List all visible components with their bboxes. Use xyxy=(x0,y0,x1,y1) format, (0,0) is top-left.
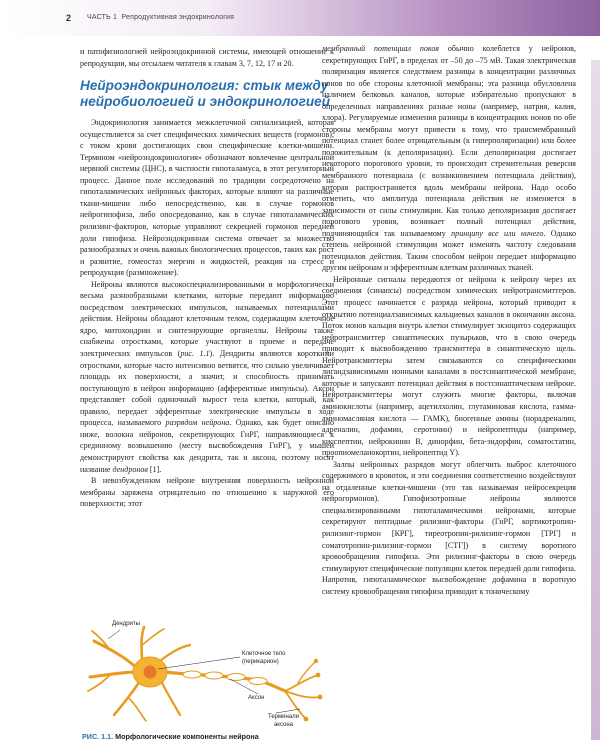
left-column xyxy=(80,46,334,510)
page-header xyxy=(0,0,600,36)
leader-line xyxy=(158,657,240,669)
part-label: ЧАСТЬ 1 xyxy=(87,14,118,21)
dendrite xyxy=(94,641,138,669)
paragraph: мембранный потенциал покоя обычно колеблется у нейронов, секретирующих ГнРГ, в пределах от –50 до –75 мВ. Такая электрическая поляризация является следствием разницы в концентрации различных ионов по обе стороны клеточной мембраны; эта разница обусловлена наличием белковых каналов, которые избирательно пропускают в определенных направлениях разные ионы (например, натрия, калия, хлора). Регулируемые изменения разницы в концентрациях ионов по обе стороны мембраны могут привести к тому, что трансмембранный потенциал станет более отрицательным (к гиперполяризации) или более положительным (к деполяризации). Если деполяризация достигает некоторого порогового уровня, то происходит стремительная реверсия мембранного потенциала (с возникновением потенциала действия), которая распространяется вдоль мембраны нейрона. Надо особо отметить, что амплитуда потенциала действия не изменяется в зависимости от силы стимуляции. Как только деполяризация достигает порогового уровня, возникает полный потенциал действия, подчиняющийся так называемому принципу все или ничего. Однако степень нейронной стимуляции может изменять частоту следования потенциалов действия. Таким способом нейрон передает информацию другим нейронам и эфферентным клеткам различных тканей. xyxy=(322,44,576,273)
paragraph: Нейронные сигналы передаются от нейрона к нейрону через их соединения (синапсы) посредством химических нейротрансмиттеров. Этот процесс начинается с разряда нейрона, который приводит к открытию потенциалзависимых кальциевых каналов в окончании аксона. Поток ионов кальция внутрь клетки стимулирует экзоцитоз содержащих нейротрансмиттер синаптических пузырьков, что в свою очередь приводит к высвобождению трансмиттера в синаптическую щель. Нейротрансмиттеры затем связываются со специфическими лигандзависимыми ионными каналами в постсинаптической мембране, которые и запускают потенциал действия в постсинаптическом нейроне. Нейротрансмиттеры могут служить многие факторы, включая аминокислоты (например, ацетилхолин, глутаминовая кислота, гамма-аминомасляная кислота — ГАМК), биогенные амины (норадреналин, адреналин, дофамин, серотонин) и нейропептиды (например, кисспептин, нейрокинин B, динорфин, бета-эндорфин, соматостатин, проопиомеланокортин, нейропептид Y). xyxy=(322,274,576,458)
dendrite xyxy=(142,629,164,645)
myelin-sheath xyxy=(227,674,245,681)
dendrite xyxy=(160,679,180,715)
paragraph: Залпы нейронных разрядов могут облегчить выброс клеточного содержимого в кровоток, и эти соединения соответственно воздействуют на отдаленные клетки-мишени (это так называемая нейросекреция нейрогормонов). Гипофизотропные нейроны являются специализированными гипоталамическими нейронами, которые секретируют пептидные рилизинг-факторы (ГнРГ, кортикотропин-рилизинг-гормон [КРГ], тиреотропин-рилизинг-гормон [ТРГ] и соматотропин-рилизинг-гормон [СТГ]) в систему воротного кровообращения гипофиза. Эти рилизинг-факторы в свою очередь стимулируют специфические популяции клеток передней доли гипофиза. Напротив, гипоталамическое высвобождение дофамина в воротную систему кровообращения гипофиза приводит к тоническому xyxy=(322,459,576,596)
label-axon-terminals: Терминали аксона xyxy=(268,714,299,728)
axon-bouton xyxy=(316,673,321,678)
figure-caption xyxy=(82,732,259,741)
term: дендронов xyxy=(112,464,148,474)
label-axon: Аксон xyxy=(248,695,265,701)
section-heading: Нейроэндокринология: стык между нейробиологией и эндокринологией xyxy=(80,78,330,110)
running-head xyxy=(87,14,234,21)
figure-reference[interactable]: рис. 1.1 xyxy=(180,349,210,359)
axon-bouton xyxy=(314,659,318,663)
part-title: Репродуктивная эндокринология xyxy=(121,14,235,21)
dendrite xyxy=(114,681,140,715)
neuron-illustration xyxy=(80,617,334,727)
caption-figure-number: РИС. 1.1. xyxy=(82,732,114,741)
myelin-sheath xyxy=(205,672,223,679)
leader-line xyxy=(108,630,120,639)
neuron-figure xyxy=(80,617,334,727)
page-edge-band xyxy=(591,60,600,740)
axon-terminal xyxy=(285,691,320,698)
term: принципу все или ничего xyxy=(451,228,544,238)
right-column xyxy=(322,43,576,597)
term: мембранный потенциал покоя xyxy=(322,44,440,53)
paragraph: В невозбужденном нейроне внутренняя поверхность нейронной мембраны заряжена отрицательно по отношению к наружной его поверхности; этот xyxy=(80,476,334,509)
axon-bouton xyxy=(304,717,309,722)
label-dendrites: Дендриты xyxy=(112,621,140,627)
intro-paragraph: и патофизиологией нейроэндокринной системы, имеющей отношение к репродукции, мы отсылаем читателя к главам 3, 7, 12, 17 и 20. xyxy=(80,47,334,68)
myelin-sheath xyxy=(183,671,201,678)
dendrite xyxy=(160,645,190,661)
caption-text: Морфологические компоненты нейрона xyxy=(115,732,259,741)
term: разрядом нейрона xyxy=(165,418,230,428)
axon-bouton xyxy=(318,695,323,700)
page-number: 2 xyxy=(66,13,72,23)
paragraph: Эндокринология занимается межклеточной сигнализацией, которая осуществляется за счет специфических химических веществ (гормонов), с током крови достигающих свои специфические клетки-мишени. Термином «нейроэндокринология» обозначают вовлечение центральной нервной системы (ЦНС), в частности гипоталамуса, в этот регуляторный процесс. Данное поле исследований по традиции сосредоточено на гипоталамических нейронных факторах, которые влияют на различные ткани-мишени либо непосредственно, как в случае гормонов нейрогипофиза, либо опосредованно, как в случае гипоталамических рилизинг-факторов, которые управляют секрецией гормонов передней доли гипофиза. Нейроэндокринная система отвечает за множество разнообразных и очень важных биологических процессов, таких как рост и развитие, гомеостаз энергии и жидкостей, реакция на стресс и репродукция (размножение). xyxy=(80,118,334,278)
dendrite xyxy=(90,672,138,677)
paragraph: Нейроны являются высокоспециализированными и морфологически весьма разнообразными клетками, которые передают информацию посредством электрических импульсов, называемых потенциалами действия. Нейроны обладают клеточным телом, содержащим клеточное ядро, митохондрии и синтезирующие органеллы. Нейроны также снабжены отростками, которые участвуют в приеме и передаче электрических импульсов (рис. 1.1). Дендриты являются короткими отростками, которые часто интенсивно ветвятся, что сильно увеличивает площадь их поверхности, а значит, и способность принимать поступающую в нейрон информацию (афферентные импульсы). Аксон представляет собой одиночный вырост тела клетки, который, как правило, передает эфферентные электрические импульсы в ходе процесса, называемого разрядом нейрона. Однако, как будет описано ниже, волокна нейронов, секретирующих ГнРГ, направляющиеся к срединному возвышению (месту высвобождения ГнРГ), у мышей демонстрируют свойства как дендрита, так и аксона, поэтому носят название дендронов [1]. xyxy=(80,279,335,474)
myelin-sheath xyxy=(249,678,267,685)
leader-line xyxy=(276,709,300,713)
dendrite xyxy=(128,697,146,721)
nucleus xyxy=(144,666,157,679)
label-cell-body: Клеточное тело (перикарион) xyxy=(242,651,286,665)
